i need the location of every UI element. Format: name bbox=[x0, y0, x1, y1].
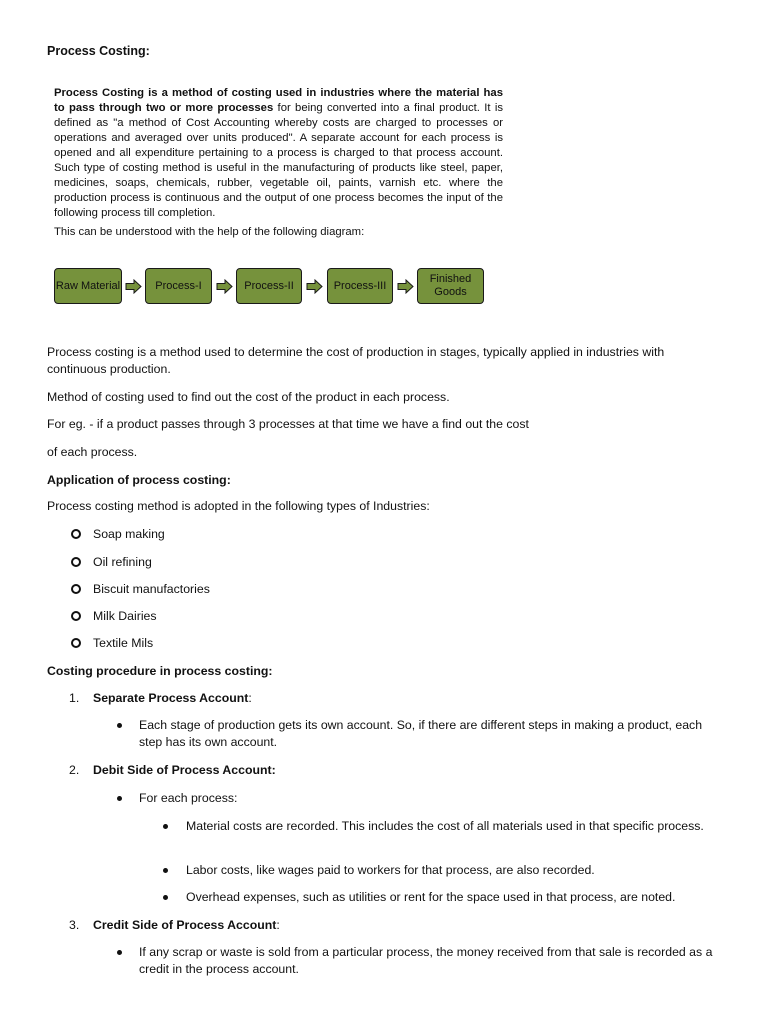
list-item: Biscuit manufactories bbox=[71, 581, 210, 598]
flow-step-process-2: Process-II bbox=[236, 268, 302, 304]
list-item: Soap making bbox=[71, 526, 165, 543]
sub-bullet-item: Labor costs, like wages paid to workers for that process, are also recorded. bbox=[163, 862, 723, 879]
application-lead: Process costing method is adopted in the following types of Industries: bbox=[47, 499, 430, 513]
bullet-dot-icon bbox=[117, 796, 122, 801]
bullet-item: For each process: bbox=[117, 790, 717, 807]
circle-bullet-icon bbox=[71, 611, 81, 621]
bullet-dot-icon bbox=[163, 868, 168, 873]
circle-bullet-icon bbox=[71, 557, 81, 567]
arrow-right-icon bbox=[397, 279, 414, 294]
definition-rest: for being converted into a final product. It is defined as "a method of Cost Accounting whereby costs are charged to processes or operations and averaged over units produced". A separate account for each process is opened and all expenditure pertaining to a process is charged to that process account. Such type of costing method is useful in the manufacturing of products like steel, paper, medicines, soaps, chemicals, rubber, vegetable oil, paints, varnish etc. where the production process is continuous and the output of one process becomes the input of the following process till completion. bbox=[54, 101, 503, 219]
paragraph-method: Method of costing used to find out the cost of the product in each process. bbox=[47, 390, 450, 404]
list-item: Textile Mils bbox=[71, 635, 153, 652]
heading-application: Application of process costing: bbox=[47, 473, 231, 487]
bullet-item: Each stage of production gets its own account. So, if there are different steps in making a product, each step has its own account. bbox=[117, 717, 717, 751]
paragraph-example: For eg. - if a product passes through 3 processes at that time we have a find out the cost bbox=[47, 417, 529, 431]
procedure-step-2: 2. Debit Side of Process Account: bbox=[69, 763, 276, 777]
definition-bold-lead: Process Costing is a method of costing used in industries where the material has to pass through two or more processes bbox=[54, 87, 503, 114]
definition-paragraph bbox=[54, 86, 503, 221]
paragraph-example-continued: of each process. bbox=[47, 445, 138, 459]
heading-costing-procedure: Costing procedure in process costing: bbox=[47, 664, 273, 678]
diagram-caption: This can be understood with the help of the following diagram: bbox=[54, 225, 365, 238]
flow-step-finished-goods: Finished Goods bbox=[417, 268, 484, 304]
flow-step-process-1: Process-I bbox=[145, 268, 212, 304]
bullet-dot-icon bbox=[117, 950, 122, 955]
circle-bullet-icon bbox=[71, 638, 81, 648]
arrow-right-icon bbox=[216, 279, 233, 294]
list-item: Oil refining bbox=[71, 554, 152, 571]
circle-bullet-icon bbox=[71, 584, 81, 594]
paragraph-process-costing-definition: Process costing is a method used to determine the cost of production in stages, typically applied in industries with continuous production. bbox=[47, 345, 665, 376]
page-title: Process Costing: bbox=[47, 44, 150, 58]
circle-bullet-icon bbox=[71, 529, 81, 539]
arrow-right-icon bbox=[306, 279, 323, 294]
definition-excerpt bbox=[54, 86, 503, 239]
bullet-dot-icon bbox=[163, 895, 168, 900]
sub-bullet-item: Material costs are recorded. This includes the cost of all materials used in that specific process. bbox=[163, 818, 713, 835]
procedure-step-1: 1. Separate Process Account: bbox=[69, 691, 252, 705]
flow-step-raw-material: Raw Material bbox=[54, 268, 122, 304]
bullet-dot-icon bbox=[117, 723, 122, 728]
process-flow-diagram bbox=[54, 268, 484, 306]
bullet-item: If any scrap or waste is sold from a particular process, the money received from that sale is recorded as a credit in the process account. bbox=[117, 944, 727, 978]
flow-step-process-3: Process-III bbox=[327, 268, 393, 304]
sub-bullet-item: Overhead expenses, such as utilities or rent for the space used in that process, are noted. bbox=[163, 889, 723, 906]
arrow-right-icon bbox=[125, 279, 142, 294]
bullet-dot-icon bbox=[163, 824, 168, 829]
procedure-step-3: 3. Credit Side of Process Account: bbox=[69, 918, 280, 932]
list-item: Milk Dairies bbox=[71, 608, 157, 625]
